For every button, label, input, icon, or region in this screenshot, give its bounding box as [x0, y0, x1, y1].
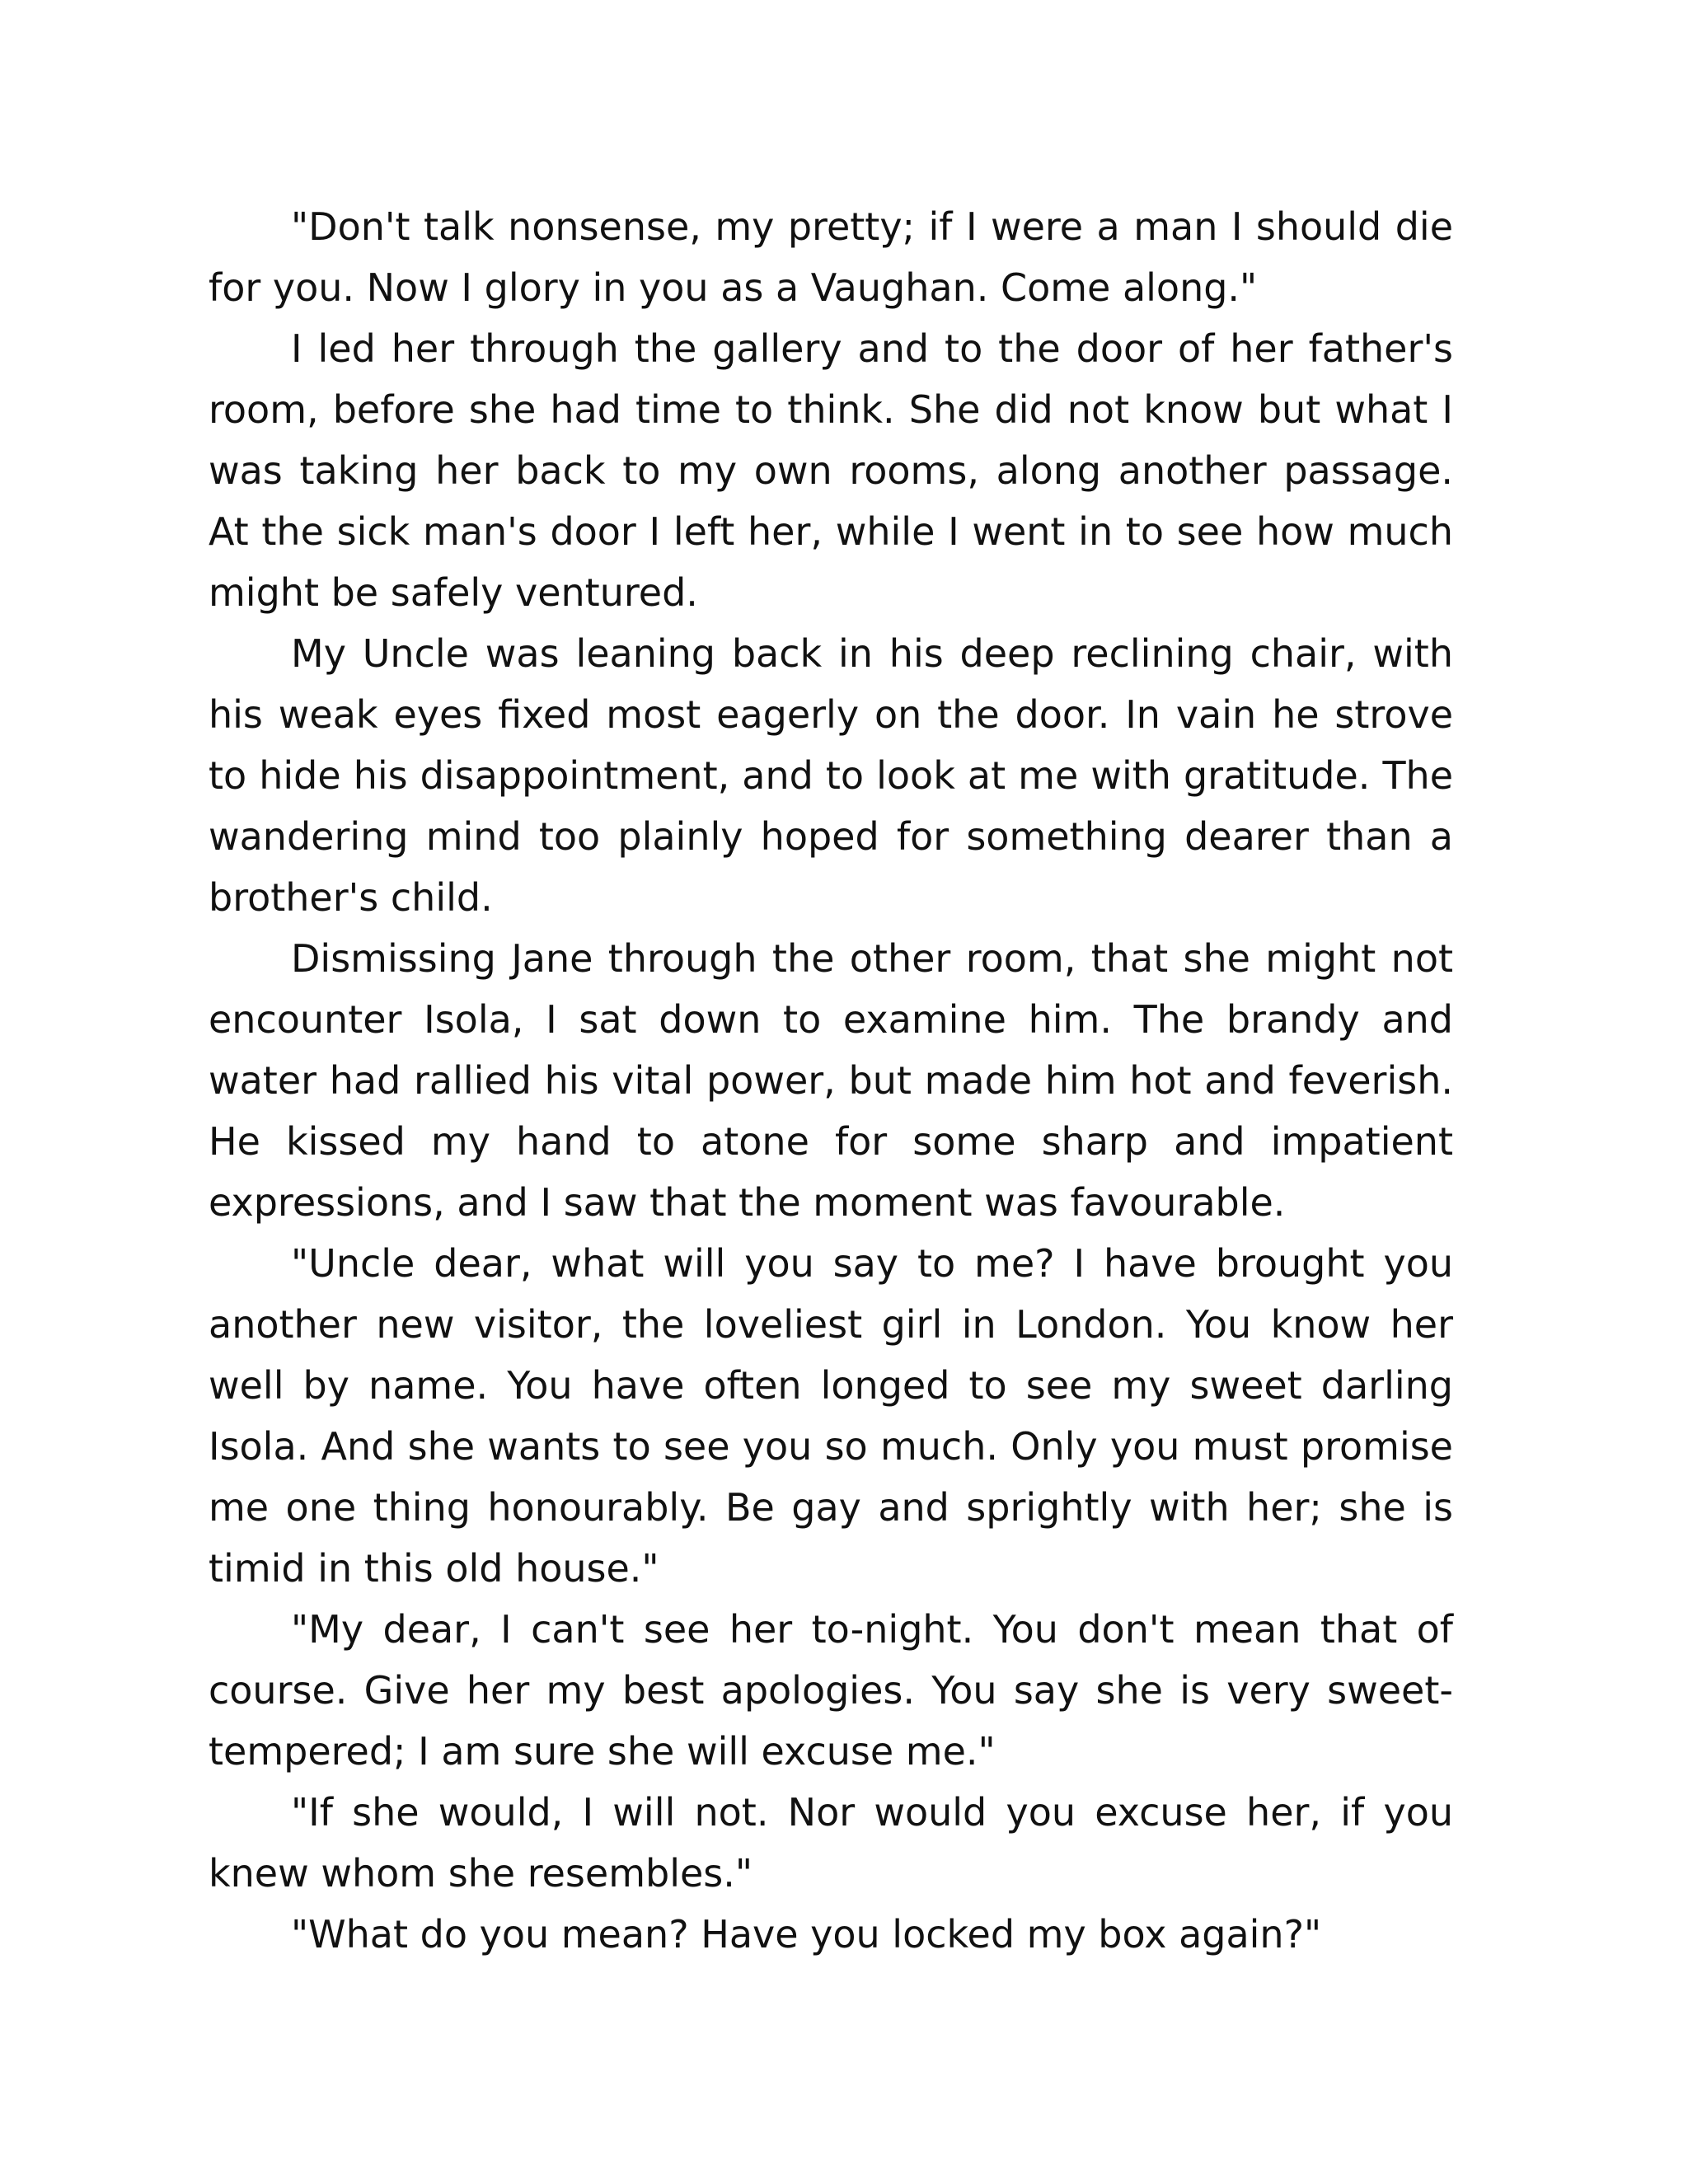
body-text [209, 196, 1453, 1965]
paragraph: "My dear, I can't see her to-night. You don't mean that of course. Give her my best apologies. You say she is very sweet-tempered; I am sure she will excuse me." [209, 1607, 1453, 1774]
paragraph: "What do you mean? Have you locked my box again?" [291, 1912, 1322, 1957]
paragraph: My Uncle was leaning back in his deep reclining chair, with his weak eyes fixed most eagerly on the door. In vain he strove to hide his disappointment, and to look at me with gratitude. The wandering mind too plainly hoped for something dearer than a brother's child. [209, 631, 1453, 920]
paragraph: I led her through the gallery and to the door of her father's room, before she had time to think. She did not know but what I was taking her back to my own rooms, along another passage. At the sick man's door I left her, while I went in to see how much might be safely ventured. [209, 326, 1453, 615]
paragraph: "Don't talk nonsense, my pretty; if I were a man I should die for you. Now I glory in you as a Vaughan. Come along." [209, 204, 1453, 310]
paragraph: "Uncle dear, what will you say to me? I have brought you another new visitor, the loveliest girl in London. You know her well by name. You have often longed to see my sweet darling Isola. And she wants to see you so much. Only you must promise me one thing honourably. Be gay and sprightly with her; she is timid in this old house." [209, 1241, 1453, 1591]
paragraph: Dismissing Jane through the other room, that she might not encounter Isola, I sat down to examine him. The brandy and water had rallied his vital power, but made him hot and feverish. He kissed my hand to atone for some sharp and impatient expressions, and I saw that the moment was favourable. [209, 936, 1453, 1225]
paragraph: "If she would, I will not. Nor would you excuse her, if you knew whom she resembles." [209, 1790, 1453, 1896]
